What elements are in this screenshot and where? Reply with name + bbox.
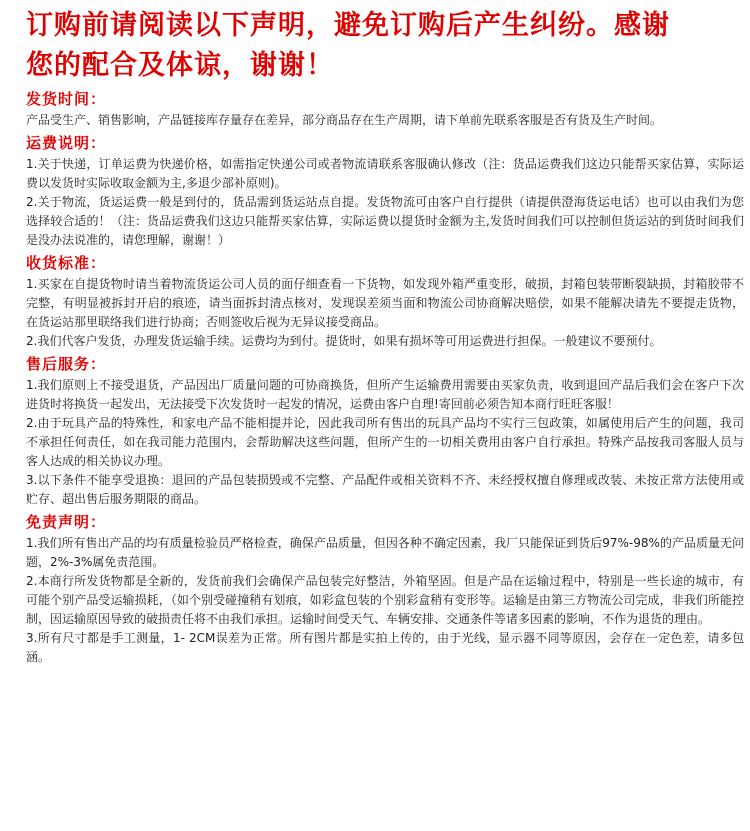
- headline-line-1: 订购前请阅读以下声明，避免订购后产生纠纷。感谢: [26, 10, 670, 41]
- paragraph: 产品受生产、销售影响，产品链接库存量存在差异，部分商品存在生产周期，请下单前先联系客服是否有货及生产时间。: [26, 113, 663, 127]
- section-freight: [26, 133, 744, 250]
- paragraph: 2.由于玩具产品的特殊性，和家电产品不能相提并论，因此我司所有售出的玩具产品均不实行三包政策，如属使用后产生的问题，我司不承担任何责任，如在我司能力范围内，会帮助解决这些问题，但所产生的一切相关费用由客户自行承担。特殊产品按我司客服人员与客人达成的相关协议办理。: [26, 416, 744, 468]
- section-title-shipping-time: 发货时间：: [26, 90, 107, 108]
- paragraph: 1.我们所有售出产品的均有质量检验员严格检查，确保产品质量，但因各种不确定因素，我厂只能保证到货后97%-98%的产品质量无问题，2%-3%属免责范围。: [26, 536, 744, 569]
- headline-line-2: 您的配合及体谅，谢谢！: [26, 50, 334, 81]
- section-title-disclaimer: 免责声明：: [26, 513, 107, 531]
- section-after-sales: [26, 354, 744, 509]
- paragraph: 2.关于物流，货运运费一般是到付的，货品需到货运站点自提。发货物流可由客户自行提供（请提供澄海货运电话）也可以由我们为您选择较合适的！（注：货品运费我们这边只能帮买家估算，实际运费以提货时金额为主,发货时间我们可以控制但货运站的到货时间我们是没办法说准的，请您理解，谢谢！）: [26, 195, 744, 247]
- paragraph: 2.本商行所发货物都是全新的，发货前我们会确保产品包装完好整洁，外箱坚固。但是产品在运输过程中，特别是一些长途的城市，有可能个别产品受运输损耗，（如个别受碰撞稍有划痕，如彩盒包装的个别彩盒稍有变形等。运输是由第三方物流公司完成，非我们所能控制，因运输原因导致的破损责任将不由我们承担。运输时间受天气、车辆安排、交通条件等诸多因素的影响，不作为退货的理由。: [26, 574, 744, 626]
- paragraph: 3.所有尺寸都是手工测量，1- 2CM误差为正常。所有图片都是实拍上传的，由于光线，显示器不同等原因，会存在一定色差，请多包涵。: [26, 631, 744, 664]
- notice-page: [0, 6, 750, 831]
- notice-headline: [26, 6, 744, 86]
- paragraph: 3.以下条件不能享受退换：退回的产品包装损毁或不完整、产品配件或相关资料不齐、未经授权擅自修理或改装、未按正常方法使用或贮存、超出售后服务期限的商品。: [26, 473, 744, 506]
- paragraph: 2.我们代客户发货，办理发货运输手续。运费均为到付。提货时，如果有损坏等可用运费进行担保。一般建议不要预付。: [26, 334, 662, 348]
- paragraph: 1.买家在自提货物时请当着物流货运公司人员的面仔细查看一下货物，如发现外箱严重变形，破损，封箱包装带断裂缺损，封箱胶带不完整，有明显被拆封开启的痕迹，请当面拆封清点核对，发现误差须当面和物流公司协商解决赔偿，如果不能解决请先不要提走货物，在货运站那里联络我们进行协商；否则签收后视为无异议接受商品。: [26, 277, 744, 329]
- section-title-after-sales: 售后服务：: [26, 355, 107, 373]
- section-disclaimer: [26, 512, 744, 667]
- section-receiving-standard: [26, 253, 744, 351]
- paragraph: 1.我们原则上不接受退货，产品因出厂质量问题的可协商换货，但所产生运输费用需要由买家负责，收到退回产品后我们会在客户下次进货时将换货一起发出，无法接受下次发货时一起发的情况，运费由客户自理!寄回前必须告知本商行旺旺客服！: [26, 378, 744, 411]
- paragraph: 1.关于快递，订单运费为快递价格，如需指定快递公司或者物流请联系客服确认修改（注：货品运费我们这边只能帮买家估算，实际运费以发货时实际收取金额为主,多退少部补原则)。: [26, 157, 744, 190]
- section-shipping-time: [26, 89, 744, 130]
- section-title-receiving-standard: 收货标准：: [26, 254, 107, 272]
- section-title-freight: 运费说明：: [26, 134, 107, 152]
